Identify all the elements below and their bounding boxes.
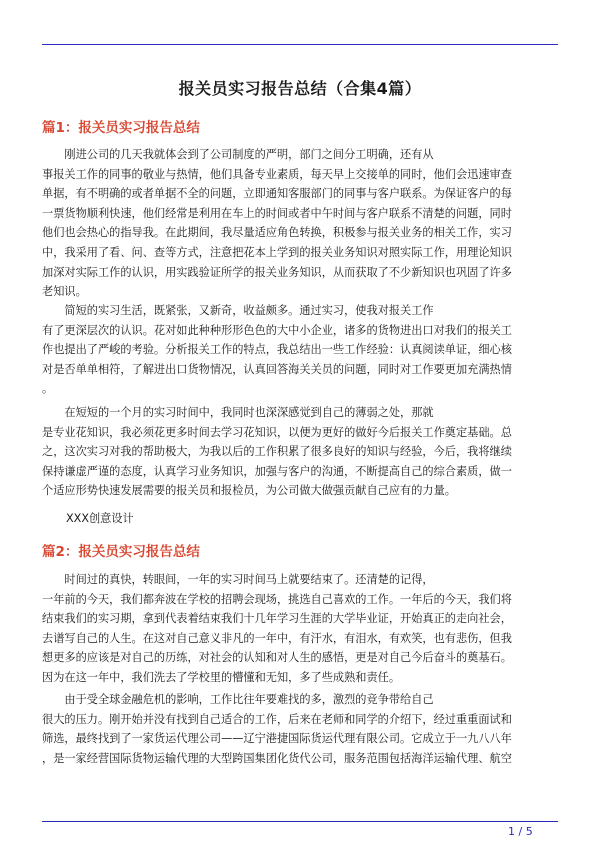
paragraph-2-2 [42,690,558,768]
paragraph-1-1 [42,145,558,302]
text-line: 单据，有不明确的或者单据不全的问题，立即通知客服部门的同事与客户联系。为保证客户的每 [42,187,512,201]
text-line: 保持谦虚严谨的态度，认真学习业务知识，加强与客户的沟通，不断提高自己的综合素质，做一 [42,464,512,478]
text-line: 老知识。 [42,285,87,299]
section-heading-1: 篇1：报关员实习报告总结 [42,120,200,136]
text-line: 一票货物顺利快速，他们经常是利用在车上的时间或者中午时间与客户联系不清楚的问题，同时 [42,206,512,220]
text-line: 想更多的应该是对自己的历练，对社会的认知和对人生的感悟，更是对自己今后奋斗的奠基石。 [42,651,512,665]
paragraph-1-2 [42,301,558,399]
text-line: 中，我采用了看、问、查等方式，注意把花本上学到的报关业务知识对照实际工作，用理论知识 [42,245,512,259]
header-rule [42,44,558,45]
footer-rule [42,821,558,822]
text-line: 作也提出了严峻的考验。分析报关工作的特点，我总结出一些工作经验：认真阅读单证，细心核 [42,343,512,357]
document-title: 报关员实习报告总结（合集4篇） [178,79,422,98]
text-line: 去谱写自己的人生。在这对自己意义非凡的一年中，有汗水，有泪水，有欢笑，也有悲伤，但我 [42,631,512,645]
paragraph-2-1 [42,570,558,688]
text-line: 因为在这一年中，我们洗去了学校里的懵懂和无知，多了些成熟和责任。 [42,670,401,684]
text-line: 在短短的一个月的实习时间中，我同时也深深感觉到自己的薄弱之处，那就 [42,406,434,419]
section-heading-2: 篇2：报关员实习报告总结 [42,544,200,560]
text-line: 个适应形势快速发展需要的报关员和报检员，为公司做大做强贡献自己应有的力量。 [42,484,456,498]
page-number: 1 / 5 [508,825,533,838]
text-line: 一年前的今天，我们都奔波在学校的招聘会现场，挑选自己喜欢的工作。一年后的今天，我们将 [42,592,512,606]
text-line: 由于受全球金融危机的影响，工作比往年要难找的多，激烈的竞争带给自己 [42,693,434,706]
text-line: 结束我们的实习期，拿到代表着结束我们十几年学习生涯的大学毕业证，开始真正的走向社会， [42,612,512,626]
text-line: 事报关工作的同事的敬业与热情，他们具备专业素质，每天早上交接单的同时，他们会迅速审查 [42,167,512,181]
text-line: 时间过的真快，转眼间，一年的实习时间马上就要结束了。还清楚的记得， [42,573,434,586]
text-line: 有了更深层次的认识。花对如此种种形形色色的大中小企业，诸多的货物进出口对我们的报关工 [42,323,512,337]
text-line: 加深对实际工作的认识，用实践验证所学的报关业务知识，从而获取了不少新知识也巩固了许多 [42,265,512,279]
text-line: 他们也会热心的指导我。在此期间，我尽量适应角色转换，积极参与报关业务的相关工作，实习 [42,226,512,240]
text-line: 简短的实习生活，既紧张，又新奇，收益颇多。通过实习，使我对报关工作 [42,304,434,317]
text-line: 筛选，最终找到了一家货运代理公司——辽宁港捷国际货运代理有限公司。它成立于一九八八年 [42,732,512,746]
text-line: 是专业花知识，我必须花更多时间去学习花知识，以便为更好的做好今后报关工作奠定基础。总 [42,425,512,439]
text-line: 之，这次实习对我的帮助极大，为我以后的工作积累了很多良好的知识与经验，今后，我将继续 [42,445,512,459]
signature-text: XXX创意设计 [66,512,134,525]
paragraph-1-3 [42,403,558,501]
text-line: ，是一家经营国际货物运输代理的大型跨国集团化货代公司，服务范围包括海洋运输代理、航空 [42,751,512,765]
text-line: 很大的压力。刚开始并没有找到自己适合的工作，后来在老师和同学的介绍下，经过重重面试和 [42,712,512,726]
text-line: 刚进公司的几天我就体会到了公司制度的严明，部门之间分工明确，还有从 [42,148,434,161]
text-line: 。 [42,382,54,396]
text-line: 对是否单单相符，了解进出口货物情况，认真回答海关关员的问题，同时对工作要更加充满热情 [42,362,512,376]
